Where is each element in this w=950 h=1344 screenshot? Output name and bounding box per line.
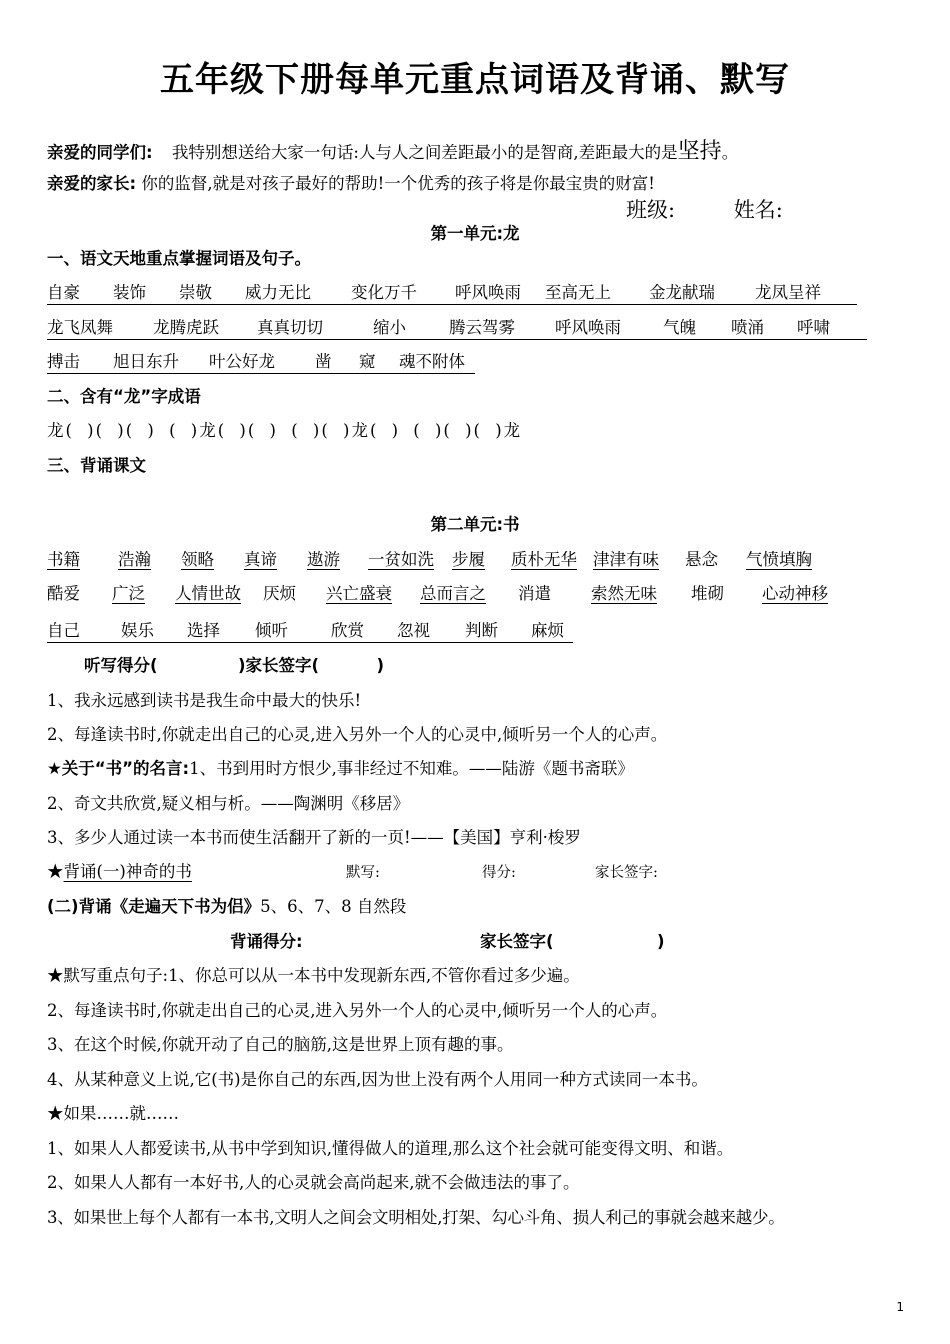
- key-2: 2、每逢读书时,你就走出自己的心灵,进入另外一个人的心灵中,倾听另一个人的心声。: [47, 1001, 668, 1020]
- word: 自己: [47, 621, 80, 640]
- word: 心动神移: [762, 584, 828, 603]
- ifthen-label: ★如果……就……: [47, 1104, 179, 1123]
- word: 旭日东升: [113, 352, 179, 371]
- word: 津津有味: [593, 550, 659, 569]
- word: 总而言之: [420, 584, 486, 603]
- recite-2-line: [47, 893, 406, 917]
- word: 人情世故: [175, 584, 241, 603]
- word: 龙凤呈祥: [755, 283, 821, 302]
- word: 装饰: [113, 283, 146, 302]
- word: 酷爱: [47, 584, 80, 603]
- word: 忽视: [397, 621, 430, 640]
- unit1-section1-heading: 一、语文天地重点掌握词语及句子。: [47, 249, 311, 268]
- word: 兴亡盛衰: [326, 584, 392, 603]
- sentence-2: 2、每逢读书时,你就走出自己的心灵,进入另外一个人的心灵中,倾听另一个人的心声。: [47, 725, 668, 744]
- unit1-section2-heading: 二、含有“龙”字成语: [47, 387, 201, 406]
- word: 欣赏: [331, 621, 364, 640]
- recite-sign: 家长签字( ): [480, 932, 665, 951]
- word: 选择: [187, 621, 220, 640]
- word: 搏击: [47, 352, 80, 371]
- students-emph: 坚持: [677, 139, 722, 164]
- word: 魂不附体: [399, 352, 465, 371]
- word: 麻烦: [531, 621, 564, 640]
- unit1-heading: 第一单元:龙: [430, 224, 520, 243]
- key-4: 4、从某种意义上说,它(书)是你自己的东西,因为世上没有两个人用同一种方式读同一本书。: [47, 1070, 708, 1089]
- key-1: 1、你总可以从一本书中发现新东西,不管你看过多少遍。: [168, 966, 580, 985]
- word: 广泛: [112, 584, 145, 603]
- sentence-1: 1、我永远感到读书是我生命中最大的快乐!: [47, 691, 362, 710]
- word: 厌烦: [263, 584, 296, 603]
- if-2: 2、如果人人都有一本好书,人的心灵就会高尚起来,就不会做违法的事了。: [47, 1173, 580, 1192]
- if-1: 1、如果人人都爱读书,从书中学到知识,懂得做人的道理,那么这个社会就可能变得文明、和谐。: [47, 1139, 734, 1158]
- word: 变化万千: [351, 283, 417, 302]
- class-label: 班级:: [626, 198, 676, 222]
- quote-3: 3、多少人通过读一本书而使生活翻开了新的一页!——【美国】亨利·梭罗: [47, 828, 581, 847]
- word: 质朴无华: [511, 550, 577, 569]
- recite-score: 背诵得分:: [230, 932, 303, 951]
- word: 崇敬: [179, 283, 212, 302]
- unit1-words-row2: [47, 314, 867, 340]
- word: 呼风唤雨: [555, 318, 621, 337]
- students-text: 我特别想送给大家一句话:人与人之间差距最小的是智商,差距最大的是: [171, 143, 678, 162]
- quotes-line-1: [47, 755, 634, 779]
- word: 书籍: [47, 550, 80, 569]
- recite-1-sign: 家长签字:: [595, 865, 658, 881]
- unit2-words-row1: [47, 546, 812, 570]
- word: 缩小: [373, 318, 406, 337]
- recite-1-score: 得分:: [482, 865, 516, 881]
- word: 倾听: [255, 621, 288, 640]
- parents-label: 亲爱的家长:: [47, 174, 137, 193]
- word: 龙飞凤舞: [47, 318, 113, 337]
- word: 判断: [465, 621, 498, 640]
- recite-1-write: 默写:: [346, 865, 380, 881]
- unit2-heading: 第二单元:书: [430, 515, 520, 534]
- word: 呼啸: [797, 318, 830, 337]
- word: 呼风唤雨: [455, 283, 521, 302]
- word: 娱乐: [121, 621, 154, 640]
- key-line-1: [47, 962, 580, 986]
- word: 遨游: [307, 550, 340, 569]
- recite-2-paras: 5、6、7、8 自然段: [260, 897, 407, 916]
- word: 龙腾虎跃: [153, 318, 219, 337]
- intro-parents: [47, 170, 655, 194]
- word: 凿: [315, 352, 332, 371]
- key-label: ★默写重点句子:: [47, 966, 169, 985]
- unit2-words-row3: [47, 617, 573, 643]
- students-label: 亲爱的同学们:: [47, 143, 153, 162]
- word: 叶公好龙: [209, 352, 275, 371]
- word: 领略: [181, 550, 214, 569]
- key-3: 3、在这个时候,你就开动了自己的脑筋,这是世界上顶有趣的事。: [47, 1035, 514, 1054]
- word: 悬念: [685, 550, 718, 569]
- word: 消遣: [518, 584, 551, 603]
- unit2-words-row2: [47, 580, 828, 604]
- parents-text: 你的监督,就是对孩子最好的帮助!一个优秀的孩子将是你最宝贵的财富!: [141, 174, 655, 193]
- word: 一贫如洗: [368, 550, 434, 569]
- word: 自豪: [47, 283, 80, 302]
- students-end: 。: [721, 143, 739, 162]
- page-title: 五年级下册每单元重点词语及背诵、默写: [160, 60, 790, 100]
- recite-1-line: [47, 858, 192, 882]
- word: 真真切切: [257, 318, 323, 337]
- word: 窥: [359, 352, 376, 371]
- unit1-words-row1: [47, 279, 857, 305]
- name-label: 姓名:: [733, 198, 783, 222]
- word: 至高无上: [545, 283, 611, 302]
- if-3: 3、如果世上每个人都有一本书,文明人之间会文明相处,打架、勾心斗角、损人利己的事就会越来越少。: [47, 1208, 785, 1227]
- intro-students: [47, 134, 738, 165]
- recite-2-title: (二)背诵《走遍天下书为侣》: [47, 897, 261, 916]
- word: 腾云驾雾: [449, 318, 515, 337]
- quote-2: 2、奇文共欣赏,疑义相与析。——陶渊明《移居》: [47, 794, 410, 813]
- word: 金龙献瑞: [649, 283, 715, 302]
- word: 威力无比: [245, 283, 311, 302]
- dictation-score-line: 听写得分( )家长签字( ): [84, 656, 385, 675]
- star-icon: ★: [47, 862, 64, 881]
- word: 真谛: [244, 550, 277, 569]
- quotes-label: ★关于“书”的名言:: [47, 759, 190, 778]
- word: 喷涌: [731, 318, 764, 337]
- page-number: 1: [896, 1300, 904, 1314]
- word: 堆砌: [691, 584, 724, 603]
- quote-1: 1、书到用时方恨少,事非经过不知难。——陆游《题书斋联》: [189, 759, 634, 778]
- word: 索然无味: [591, 584, 657, 603]
- word: 气愤填胸: [746, 550, 812, 569]
- word: 浩瀚: [118, 550, 151, 569]
- unit1-section3-heading: 三、背诵课文: [47, 456, 146, 475]
- idiom-blanks: 龙( )( )( ) ( )龙( )( ) ( )( )龙( ) ( )( )( )龙: [47, 421, 523, 440]
- recite-1-title: 背诵(一)神奇的书: [63, 862, 192, 881]
- word: 步履: [452, 550, 485, 569]
- unit1-words-row3: [47, 348, 475, 374]
- word: 气魄: [663, 318, 696, 337]
